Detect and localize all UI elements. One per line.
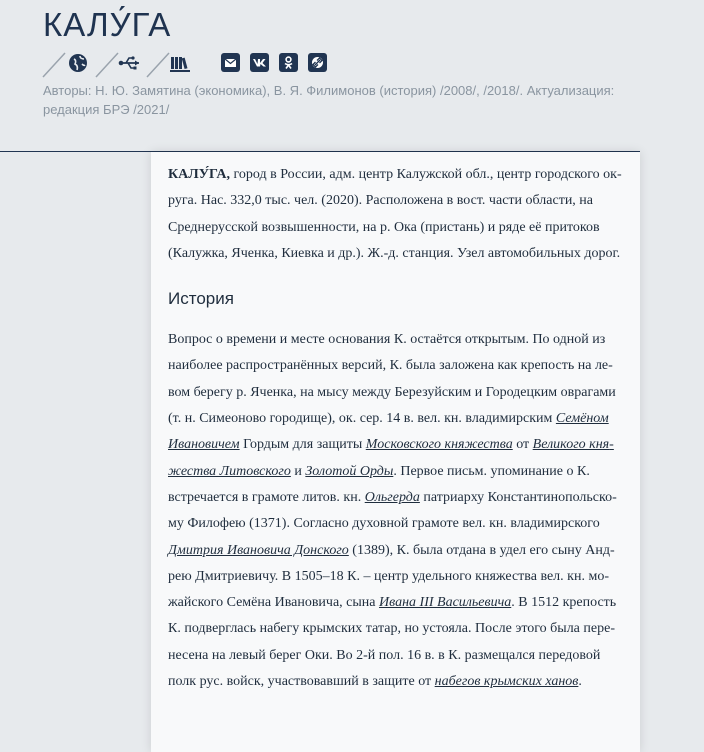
history-text: от <box>512 437 533 453</box>
history-text: Гордым для защиты <box>239 437 366 453</box>
history-text: . <box>578 674 582 690</box>
divider-slash <box>93 51 121 79</box>
history-text: и <box>290 463 306 479</box>
link-dmitry-donskoy[interactable]: Дмитрия Ивановича Донского <box>168 542 349 558</box>
section-title-history: История <box>168 289 234 309</box>
link-crimean-raids[interactable]: набегов крымских ханов <box>434 674 579 690</box>
usb-icon[interactable] <box>118 52 142 74</box>
toolbar <box>40 50 360 78</box>
divider-slash <box>40 51 68 79</box>
lead-term: КАЛУ́ГА, <box>168 167 230 182</box>
divider-slash <box>144 51 172 79</box>
article-panel <box>151 152 640 752</box>
history-text: . Первое письм. упоминание о К. встречается в грамоте литов. кн. <box>168 463 590 505</box>
authors-label: Авторы: <box>43 83 92 98</box>
article-body <box>168 162 625 695</box>
history-text: Вопрос о времени и месте основания К. остаётся открытым. По одной из наиболее распространённых версий, К. была заложена как крепость на левом берегу р. Яченка, на мысу между Березуйским и Городецким оврагами (т. н. Симеоново городище), ок. сер. 14 в. вел. кн. владимирским <box>168 332 616 427</box>
history-paragraph <box>168 327 625 695</box>
books-icon[interactable] <box>169 52 191 74</box>
history-text: (1389), К. была отдана в удел его сыну Андрею Дмитриевичу. В 1505–18 К. – центр удельного княжества вел. кн. можайского Семёна Ивановича, сына <box>168 542 615 611</box>
link-grand-duchy-lithuania[interactable]: Великого княжества Литовского <box>168 437 614 479</box>
odnoklassniki-icon[interactable] <box>279 53 298 72</box>
globe-icon[interactable] <box>67 52 89 74</box>
link-olgerd[interactable]: Ольгерда <box>364 489 420 505</box>
link-semyon-ivanovich[interactable]: Семёном Ивановичем <box>168 411 609 453</box>
lead-text: город в России, адм. центр Калужской обл., центр городского округа. Нас. 332,0 тыс. чел. (2020). Расположена в вост. части области, на Среднерусской возвышенности, на р. Ока (пристань) и ряде её притоков (Калужка, Яченка, Киевка и др.). Ж.-д. станция. Узел автомобильных дорог. <box>168 167 622 261</box>
history-text: . В 1512 крепость К. подверглась набегу крымских татар, но устояла. После этого была перенесена на левый берег Оки. Во 2-й пол. 16 в. в К. размещался передовой полк рус. войск, участвовавший в защите от <box>168 595 617 690</box>
lead-paragraph <box>168 162 625 267</box>
link-ivan-iii[interactable]: Ивана III Васильевича <box>379 595 512 611</box>
page-title: КАЛУ́ГА <box>43 6 172 43</box>
vk-icon[interactable] <box>250 53 269 72</box>
mail-icon[interactable] <box>221 53 240 72</box>
link-golden-horde[interactable]: Золотой Орды <box>305 463 394 479</box>
link-icon[interactable] <box>308 53 327 72</box>
link-moscow-principality[interactable]: Московского княжества <box>365 437 513 453</box>
history-text: патриарху Константинопольскому Филофею (1371). Согласно духовной грамоте вел. кн. владимирского <box>168 489 617 532</box>
authors <box>43 81 643 119</box>
authors-text: Н. Ю. Замятина (экономика), В. Я. Филимонов (история) /2008/, /2018/. Актуализация: редакция БРЭ /2021/ <box>43 83 615 117</box>
